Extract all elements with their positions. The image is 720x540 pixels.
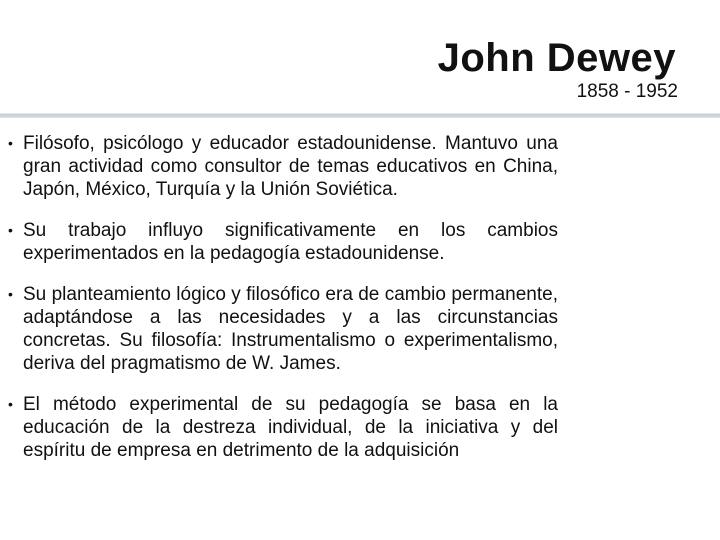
- life-years: 1858 - 1952: [576, 81, 678, 102]
- title-divider: [0, 113, 720, 118]
- list-item: [8, 393, 558, 462]
- bullet-text: Su trabajo influyo significativamente en los cambios experimentados en la pedagogía estadounidense.: [23, 220, 558, 264]
- slide-title: John Dewey: [437, 36, 676, 80]
- list-item: [8, 283, 558, 375]
- bullet-text: El método experimental de su pedagogía se basa en la educación de la destreza individual, de la iniciativa y del espíritu de empresa en detrimento de la adquisición: [23, 394, 558, 461]
- bullet-dot-icon: •: [8, 222, 13, 238]
- list-item: [8, 132, 558, 201]
- bullet-dot-icon: •: [8, 396, 13, 412]
- bullet-dot-icon: •: [8, 286, 13, 302]
- bullet-text: Su planteamiento lógico y filosófico era de cambio permanente, adaptándose a las necesidades y a las circunstancias concretas. Su filosofía: Instrumentalismo o experimentalismo, deriva del pragmatismo de W. James.: [23, 284, 558, 374]
- bullet-text: Filósofo, psicólogo y educador estadounidense. Mantuvo una gran actividad como consultor de temas educativos en China, Japón, México, Turquía y la Unión Soviética.: [23, 133, 558, 200]
- bullet-list: [8, 132, 558, 480]
- list-item: [8, 219, 558, 265]
- bullet-dot-icon: •: [8, 135, 13, 151]
